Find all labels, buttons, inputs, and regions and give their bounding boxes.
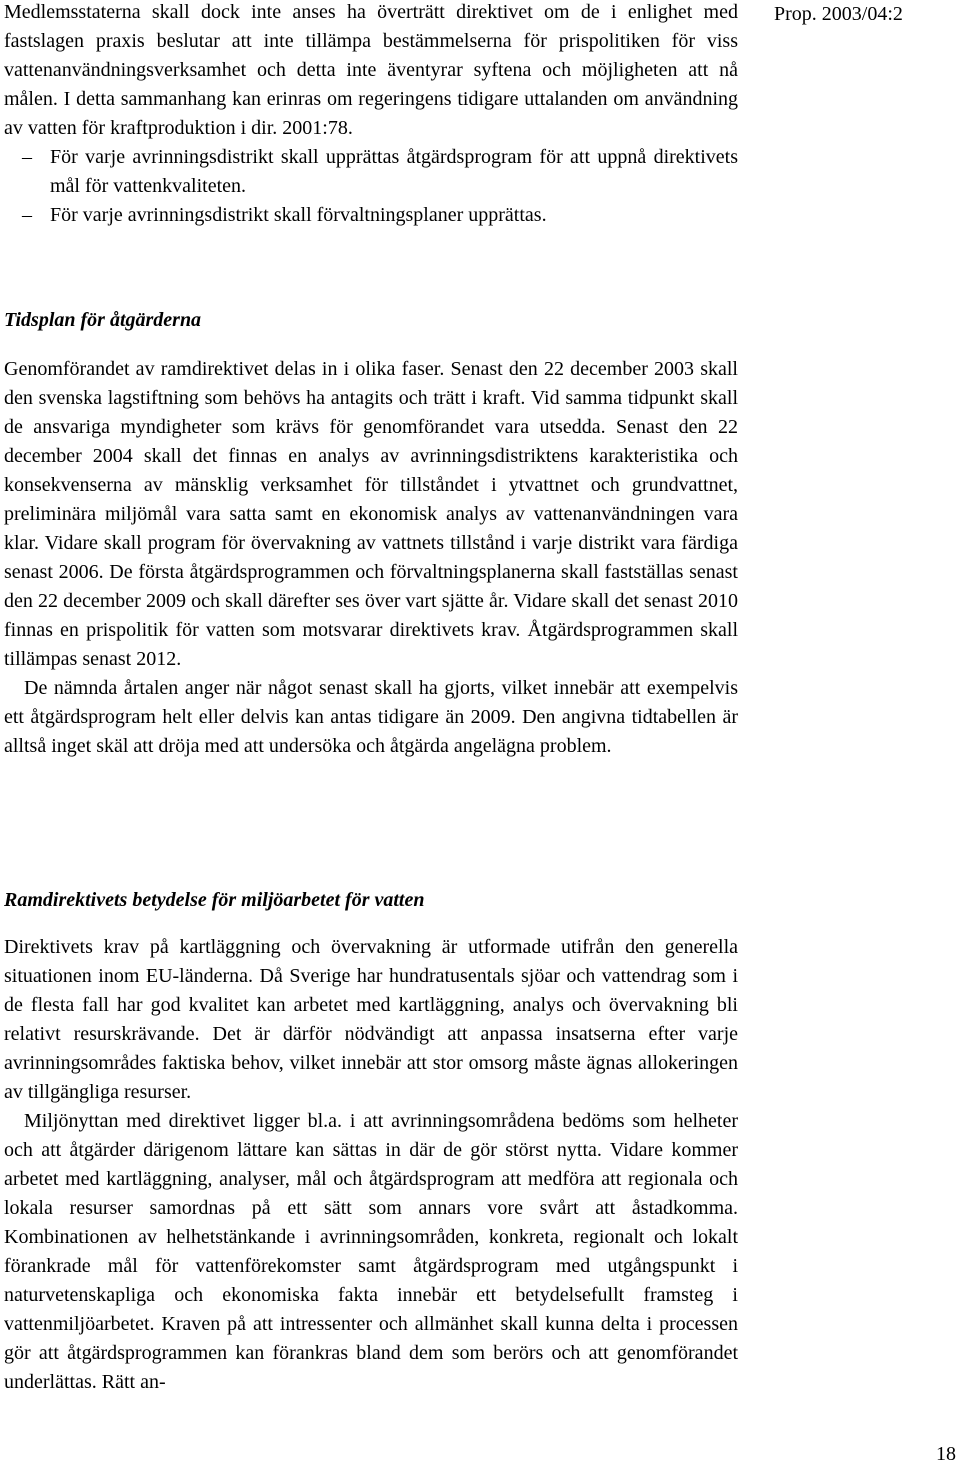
- list-item: [4, 143, 738, 201]
- dash-bullet: –: [22, 146, 32, 168]
- body-paragraph: Miljönyttan med direktivet ligger bl.a. i att avrinningsområdena bedöms som helheter och att åtgärder därigenom lättare kan sättas in där de gör störst nytta. Vidare kommer arbetet med kartläggning, analyser, mål och åtgärdsprogram att medföra att regionala och lokala resurser samordnas på ett sätt som annars vore svårt att åstadkomma. Kombinationen av helhetstänkande i avrinningsområden, konkreta, regionalt och lokalt förankrade mål för vattenförekomster samt åtgärdsprogram med utgångspunkt i naturvetenskapliga och ekonomiska fakta innebär ett betydelsefullt framsteg i vattenmiljöarbetet. Kraven på att intressenter och allmänhet skall kunna delta i processen gör att åtgärdsprogrammen kan förankras bland dem som berörs och att genomförandet underlättas. Rätt an-: [4, 1110, 738, 1393]
- intro-paragraph: Medlemsstaterna skall dock inte anses ha överträtt direktivet om de i enlighet med fastslagen praxis beslutar att inte tillämpa bestämmelserna för prispolitiken för viss vattenanvändningsverksamhet och detta inte äventyrar syftena och möjligheten att nå målen. I detta sammanhang kan erinras om regeringens tidigare uttalanden om användning av vatten för kraftproduktion i dir. 2001:78.: [4, 1, 738, 139]
- list-item: [4, 201, 738, 230]
- list-item-text: För varje avrinningsdistrikt skall upprättas åtgärdsprogram för att uppnå direktivets mål för vattenkvaliteten.: [50, 146, 738, 197]
- body-paragraph: Genomförandet av ramdirektivet delas in i olika faser. Senast den 22 december 2003 skall den svenska lagstiftning som behövs ha antagits och trätt i kraft. Vid samma tidpunkt skall de ansvariga myndigheter som krävs för genomförandet vara utsedda. Senast den 22 december 2004 skall det finnas en analys av avrinningsdistriktens karakteristika och konsekvenserna av mänsklig verksamhet för tillståndet i ytvattnet och grundvattnet, preliminära miljömål vara satta samt en ekonomisk analys av vattenanvändningen vara klar. Vidare skall program för övervakning av vattnets tillstånd i varje distrikt vara färdiga senast 2006. De första åtgärdsprogrammen och förvaltningsplanerna skall fastställas senast den 22 december 2009 och skall därefter ses över vart sjätte år. Vidare skall det senast 2010 finnas en prispolitik för vatten som motsvarar direktivets krav. Åtgärdsprogrammen skall tillämpas senast 2012.: [4, 358, 738, 670]
- betydelse-section: [4, 933, 738, 1397]
- section-heading-tidsplan: Tidsplan för åtgärderna: [4, 309, 202, 331]
- page-number: 18: [936, 1443, 956, 1465]
- list-item-text: För varje avrinningsdistrikt skall förvaltningsplaner upprättas.: [50, 204, 547, 226]
- section-heading-betydelse: Ramdirektivets betydelse för miljöarbetet för vatten: [4, 889, 425, 911]
- body-paragraph: De nämnda årtalen anger när något senast skall ha gjorts, vilket innebär att exempelvis ett åtgärdsprogram helt eller delvis kan antas tidigare än 2009. Den angivna tidtabellen är alltså inget skäl att dröja med att undersöka och åtgärda angelägna problem.: [4, 677, 738, 757]
- proposition-reference: Prop. 2003/04:2: [774, 3, 903, 25]
- dash-bullet: –: [22, 204, 32, 226]
- intro-section: [4, 0, 738, 230]
- body-paragraph: Direktivets krav på kartläggning och övervakning är utformade utifrån den generella situationen inom EU-länderna. Då Sverige har hundratusentals sjöar och vattendrag som i de flesta fall har god kvalitet kan arbetet med kartläggning, analys och övervakning bli relativt resurskrävande. Det är därför nödvändigt att anpassa insatserna efter varje avrinningsområdes faktiska behov, vilket innebär att stor omsorg måste ägnas allokeringen av tillgängliga resurser.: [4, 936, 738, 1103]
- tidsplan-section: [4, 355, 738, 761]
